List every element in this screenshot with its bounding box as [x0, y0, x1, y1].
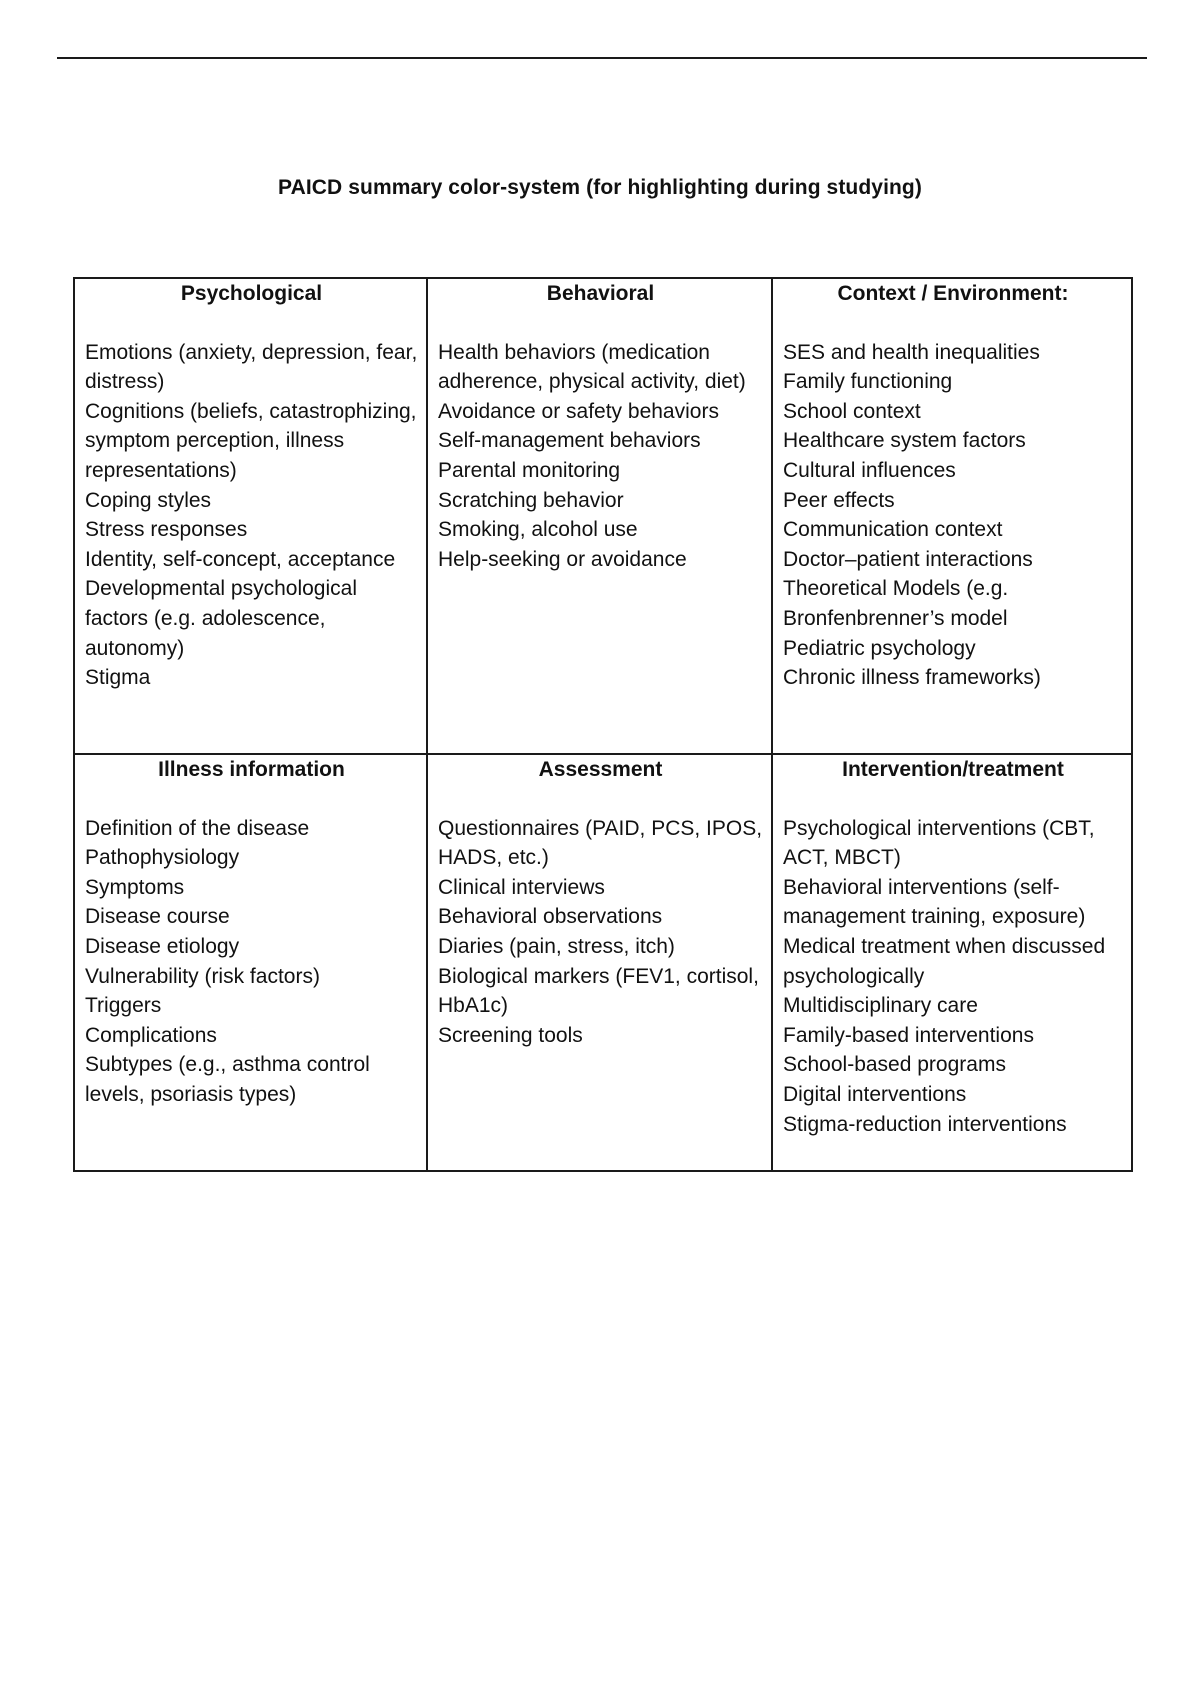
list-item: Identity, self-concept, acceptance	[85, 547, 396, 571]
list-item: Pediatric psychology	[783, 636, 976, 660]
item-list	[85, 338, 418, 693]
list-item: Help-seeking or avoidance	[438, 547, 687, 571]
list-item: Questionnaires (PAID, PCS, IPOS, HADS, etc.)	[438, 816, 763, 870]
list-item: Clinical interviews	[438, 875, 605, 899]
list-item: Disease etiology	[85, 934, 240, 958]
list-item: Family functioning	[783, 370, 953, 394]
cell-heading: Psychological	[180, 282, 323, 305]
list-item: Complications	[85, 1023, 217, 1047]
cell-illness-information	[74, 754, 427, 1171]
list-item: Health behaviors (medication adherence, physical activity, diet)	[438, 340, 746, 394]
cell-heading: Illness information	[158, 758, 345, 781]
item-list	[85, 814, 418, 1110]
header-rule	[57, 57, 1147, 59]
item-list	[783, 814, 1123, 1140]
list-item: Self-management behaviors	[438, 429, 701, 453]
list-item: Stigma	[85, 666, 151, 690]
cell-heading: Intervention/treatment	[842, 758, 1064, 781]
summary-table	[73, 277, 1133, 1172]
list-item: Psychological interventions (CBT, ACT, MBCT)	[783, 816, 1095, 870]
list-item: Screening tools	[438, 1023, 583, 1047]
table-row	[74, 754, 1132, 1171]
document-title: PAICD summary color-system (for highlighting during studying)	[278, 176, 922, 199]
list-item: Healthcare system factors	[783, 429, 1026, 453]
list-item: SES and health inequalities	[783, 340, 1040, 364]
list-item: Cultural influences	[783, 458, 956, 482]
list-item: Family-based interventions	[783, 1023, 1034, 1047]
list-item: Subtypes (e.g., asthma control levels, psoriasis types)	[85, 1053, 370, 1106]
list-item: Behavioral interventions (self-management training, exposure)	[783, 875, 1086, 929]
table-row	[74, 278, 1132, 754]
list-item: Coping styles	[85, 488, 212, 512]
list-item: Cognitions (beliefs, catastrophizing, symptom perception, illness representations)	[85, 399, 417, 482]
cell-heading: Behavioral	[546, 282, 655, 305]
list-item: Digital interventions	[783, 1082, 967, 1106]
list-item: Vulnerability (risk factors)	[85, 964, 320, 988]
item-list	[783, 338, 1123, 693]
cell-heading: Assessment	[538, 758, 663, 781]
list-item: Disease course	[85, 905, 230, 929]
cell-context-environment	[772, 278, 1132, 754]
item-list	[438, 338, 763, 575]
cell-behavioral	[427, 278, 772, 754]
list-item: Communication context	[783, 518, 1003, 542]
list-item: Behavioral observations	[438, 905, 663, 929]
list-item: Parental monitoring	[438, 458, 621, 482]
list-item: Stress responses	[85, 518, 248, 542]
list-item: Multidisciplinary care	[783, 994, 978, 1018]
list-item: Diaries (pain, stress, itch)	[438, 934, 675, 958]
cell-intervention-treatment	[772, 754, 1132, 1171]
item-list	[438, 814, 763, 1051]
list-item: Developmental psychological factors (e.g. adolescence, autonomy)	[85, 577, 357, 660]
list-item: School-based programs	[783, 1053, 1006, 1077]
list-item: Triggers	[85, 994, 162, 1018]
list-item: Theoretical Models (e.g. Bronfenbrenner’s model	[783, 577, 1009, 630]
list-item: Pathophysiology	[85, 846, 240, 870]
list-item: Symptoms	[85, 875, 185, 899]
cell-heading: Context / Environment:	[837, 282, 1069, 305]
list-item: Doctor–patient interactions	[783, 547, 1033, 571]
list-item: Definition of the disease	[85, 816, 310, 840]
list-item: Avoidance or safety behaviors	[438, 399, 719, 423]
list-item: Emotions (anxiety, depression, fear, distress)	[85, 340, 418, 394]
list-item: Peer effects	[783, 488, 895, 512]
list-item: Scratching behavior	[438, 488, 624, 512]
list-item: Stigma-reduction interventions	[783, 1112, 1067, 1136]
cell-assessment	[427, 754, 772, 1171]
cell-psychological	[74, 278, 427, 754]
list-item: Chronic illness frameworks)	[783, 666, 1041, 690]
list-item: Biological markers (FEV1, cortisol, HbA1c)	[438, 964, 759, 1018]
list-item: School context	[783, 399, 921, 423]
list-item: Medical treatment when discussed psychologically	[783, 934, 1106, 988]
list-item: Smoking, alcohol use	[438, 518, 638, 542]
